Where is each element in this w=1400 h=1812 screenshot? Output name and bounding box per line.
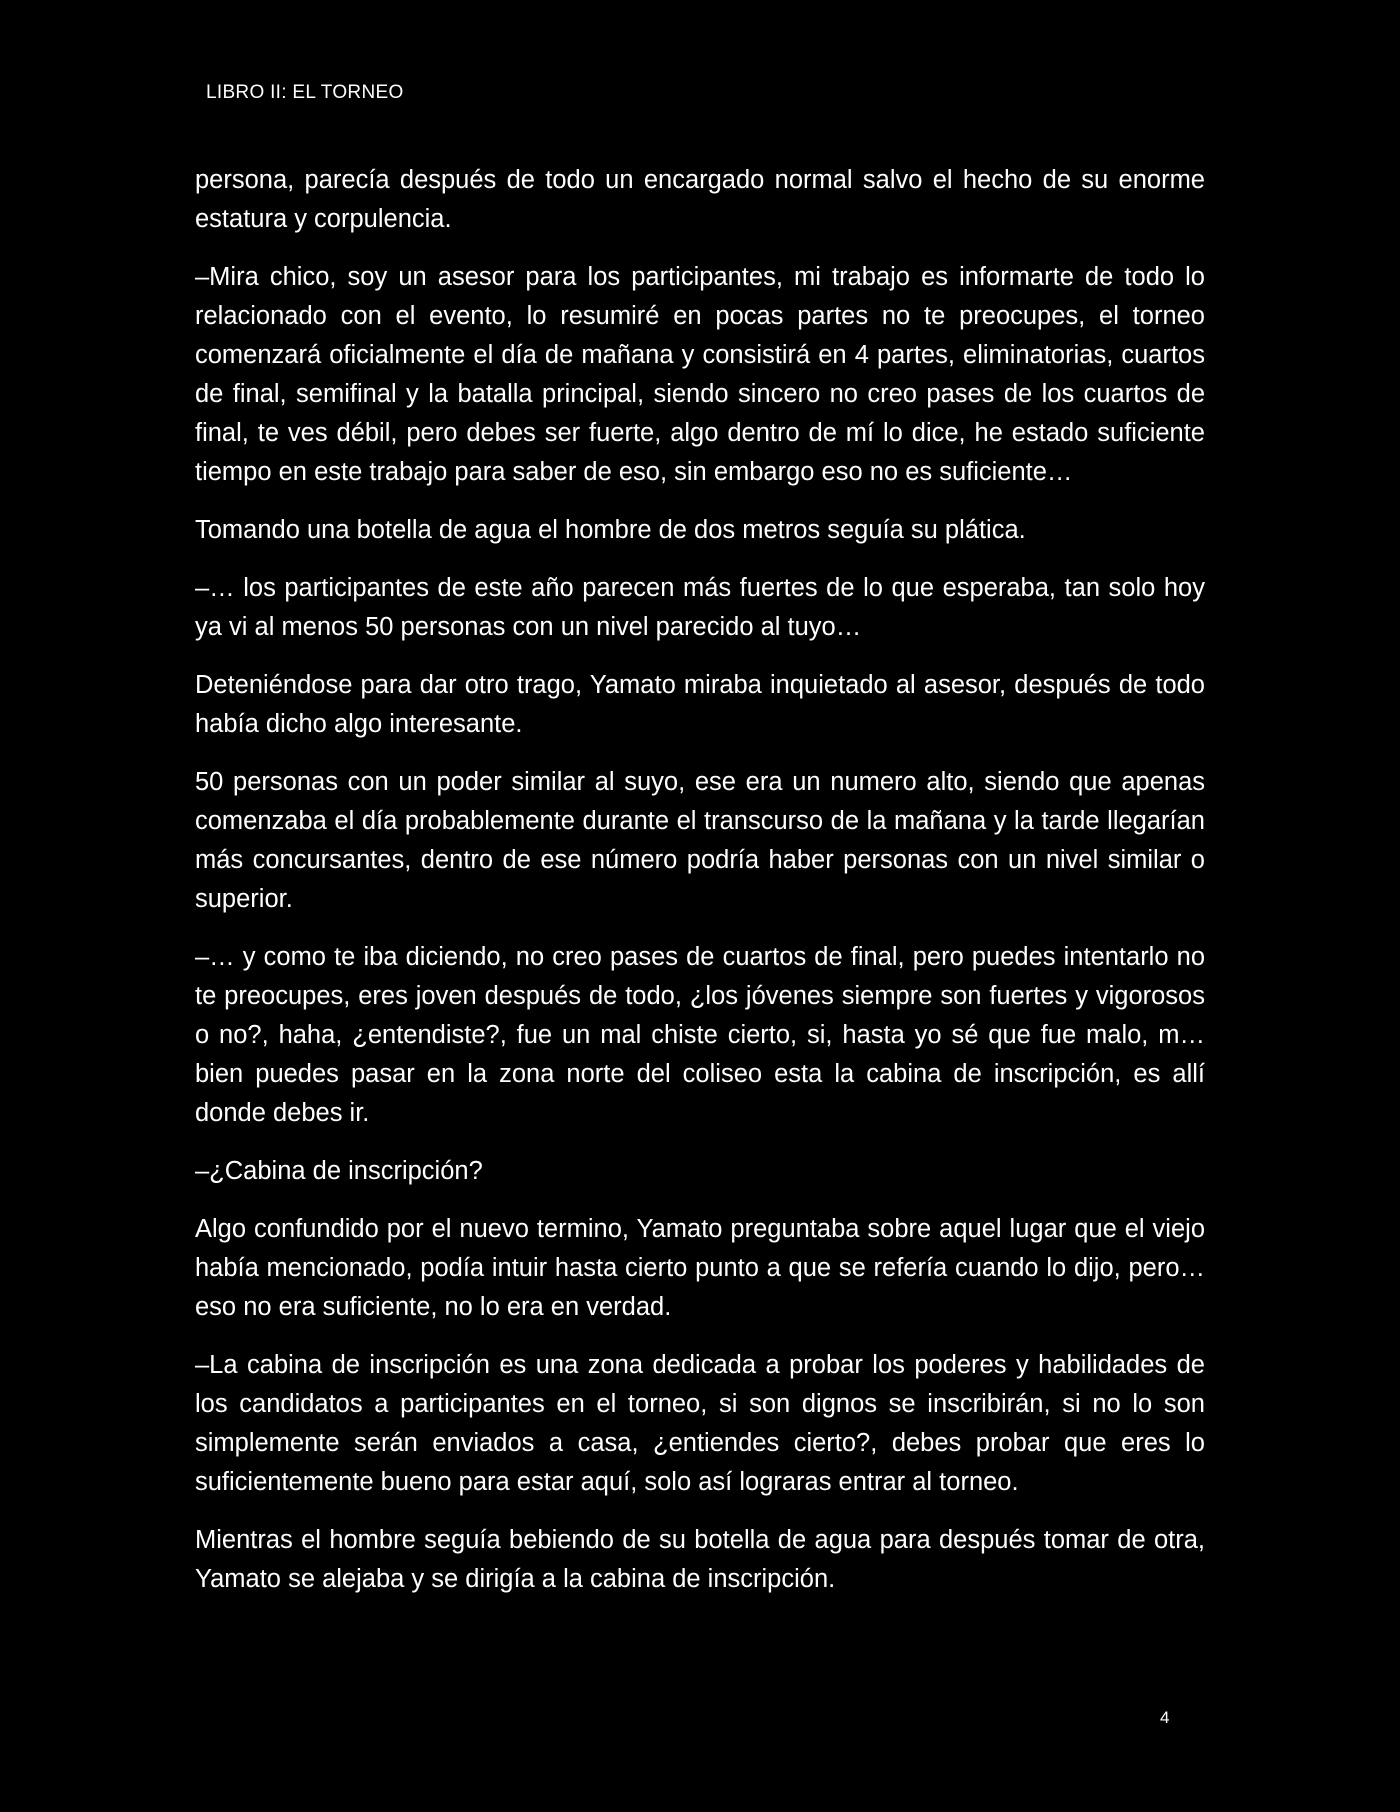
paragraph: Tomando una botella de agua el hombre de dos metros seguía su plática. (195, 516, 1026, 544)
paragraph: –… y como te iba diciendo, no creo pases de cuartos de final, pero puedes intentarlo no te preocupes, eres joven después de todo, ¿los jóvenes siempre son fuertes y vigorosos o no?, haha, ¿entendiste?, fue un mal chiste cierto, si, hasta yo sé que fue malo, m… bien puedes pasar en la zona norte del coliseo esta la cabina de inscripción, es allí donde debes ir. (195, 943, 1205, 1127)
paragraph: –… los participantes de este año parecen más fuertes de lo que esperaba, tan solo hoy ya vi al menos 50 personas con un nivel parecido al tuyo… (195, 574, 1205, 641)
body-text (195, 161, 1205, 1618)
paragraph: Mientras el hombre seguía bebiendo de su botella de agua para después tomar de otra, Yamato se alejaba y se dirigía a la cabina de inscripción. (195, 1526, 1205, 1593)
running-header: LIBRO II: EL TORNEO (206, 82, 404, 103)
paragraph: Algo confundido por el nuevo termino, Yamato preguntaba sobre aquel lugar que el viejo había mencionado, podía intuir hasta cierto punto a que se refería cuando lo dijo, pero… eso no era suficiente, no lo era en verdad. (195, 1215, 1205, 1321)
paragraph: persona, parecía después de todo un encargado normal salvo el hecho de su enorme estatura y corpulencia. (195, 166, 1205, 233)
paragraph: Deteniéndose para dar otro trago, Yamato miraba inquietado al asesor, después de todo había dicho algo interesante. (195, 671, 1205, 738)
page-number: 4 (1160, 1708, 1170, 1727)
paragraph: –¿Cabina de inscripción? (195, 1157, 483, 1185)
paragraph: –Mira chico, soy un asesor para los participantes, mi trabajo es informarte de todo lo relacionado con el evento, lo resumiré en pocas partes no te preocupes, el torneo comenzará oficialmente el día de mañana y consistirá en 4 partes, eliminatorias, cuartos de final, semifinal y la batalla principal, siendo sincero no creo pases de los cuartos de final, te ves débil, pero debes ser fuerte, algo dentro de mí lo dice, he estado suficiente tiempo en este trabajo para saber de eso, sin embargo eso no es suficiente… (195, 263, 1205, 486)
paragraph: –La cabina de inscripción es una zona dedicada a probar los poderes y habilidades de los candidatos a participantes en el torneo, si son dignos se inscribirán, si no lo son simplemente serán enviados a casa, ¿entiendes cierto?, debes probar que eres lo suficientemente bueno para estar aquí, solo así lograras entrar al torneo. (195, 1351, 1205, 1496)
paragraph: 50 personas con un poder similar al suyo, ese era un numero alto, siendo que apenas comenzaba el día probablemente durante el transcurso de la mañana y la tarde llegarían más concursantes, dentro de ese número podría haber personas con un nivel similar o superior. (195, 768, 1205, 913)
